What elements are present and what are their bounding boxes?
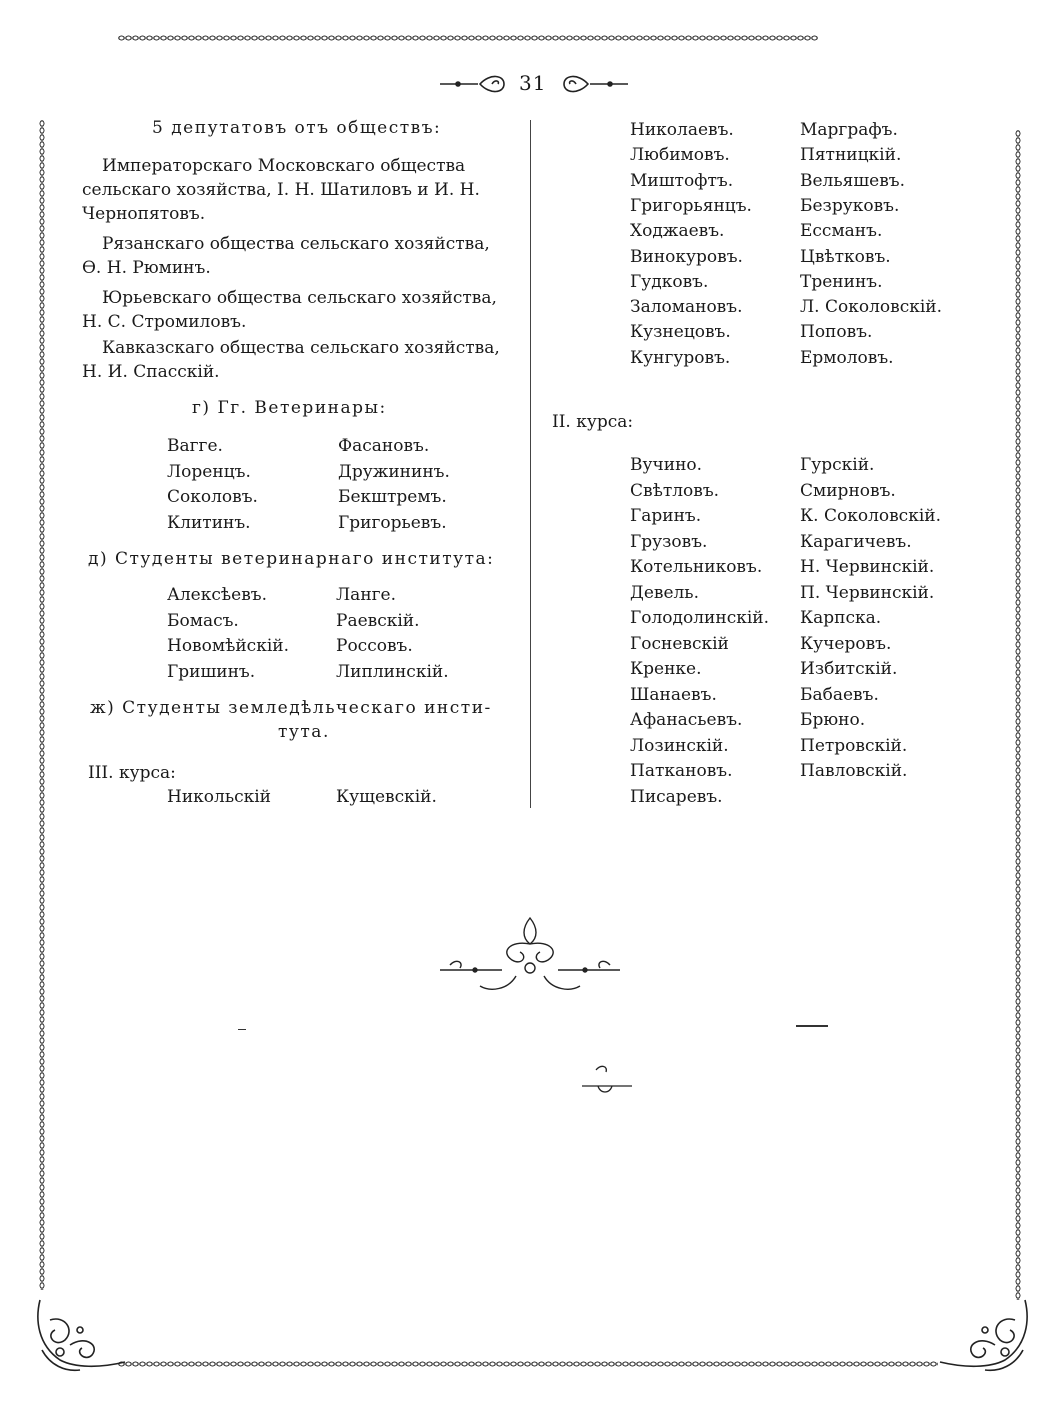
course2-student-name: Петровскій. [800,735,908,756]
course3-student-name: Марграфъ. [800,120,898,140]
course3-student-name: Цвѣтковъ. [800,246,891,267]
course2-student-name: Паткановъ. [630,761,733,781]
course3-student-name: Любимовъ. [630,145,730,166]
course2-student-name: Павловскій. [800,761,908,781]
vet-name: Лоренцъ. [167,462,251,482]
society-4 [82,336,500,384]
small-flourish-icon [576,1060,636,1100]
agri-heading-line-2: тута. [278,722,330,742]
corner-ornament-left [30,1290,130,1380]
course2-student-name: Н. Червинскій. [800,557,935,577]
vet-student-name: Ланге. [336,585,397,605]
society-3 [82,286,497,334]
course2-student-name: Бабаевъ. [800,684,879,705]
society-1-line-2: сельскаго хозяйства, I. Н. Шатиловъ и И. Н. [82,180,480,200]
vet-name: Клитинъ. [167,513,251,533]
course2-student-name: Кучеровъ. [800,633,892,654]
left-chain-border [39,120,45,1290]
society-4-line-2: Н. И. Спасскій. [82,362,220,382]
society-1-word: Императорскаго Московскаго общества [102,156,466,176]
course2-student-name: Лозинскій. [630,735,729,756]
course2-student-name: Шанаевъ. [630,684,717,705]
society-1 [82,154,522,226]
course3-student-name: Винокуровъ. [630,246,743,267]
course2-student-name: Брюно. [800,710,866,730]
vet-student-name: Гришинъ. [167,662,256,682]
vet-student-name: Бомасъ. [167,611,239,631]
course2-student-name: Госневскій [630,633,729,654]
vet-student-name: Новомѣйскій. [167,636,289,656]
course3-student-name: Л. Соколовскій. [800,297,943,318]
course2-student-name: Избитскій. [800,659,898,679]
course3-student-name: Безруковъ. [800,195,900,216]
course3-student-name: Григорьянцъ. [630,195,752,216]
course3-student-name: Поповъ. [800,322,873,343]
course2-student-name: Смирновъ. [800,480,896,501]
course3-student-name: Кузнецовъ. [630,322,731,343]
society-2-line-2: Ѳ. Н. Рюминъ. [82,258,211,278]
vet-name: Соколовъ. [167,487,258,507]
course3-student-name: Кущевскій. [336,787,437,807]
deputies-heading: 5 депутатовъ отъ обществъ: [152,118,442,138]
course2-student-name: Кренке. [630,659,702,679]
course3-student-name: Заломановъ. [630,297,743,318]
course3-student-name: Ермоловъ. [800,347,894,368]
vets-heading: г) Гг. Ветеринары: [192,398,387,418]
society-4-line-1: Кавказскаго общества сельскаго хозяйства, [102,338,500,358]
course3-student-name: Николаевъ. [630,120,734,140]
course3-student-name: Пятницкій. [800,145,902,166]
vet-student-name: Алексѣевъ. [167,585,267,605]
course3-student-name: Кунгуровъ. [630,347,731,368]
bottom-chain-border [118,1361,938,1367]
vet-student-name: Липлинскій. [336,662,449,682]
vignette-ornament [430,910,630,1000]
course2-student-name: Вучино. [630,455,703,475]
course2-student-name: Свѣтловъ. [630,480,720,501]
corner-ornament-right [935,1290,1035,1380]
course2-student-name: Грузовъ. [630,531,708,552]
society-1-line-1 [82,154,522,178]
course2-student-name: Гурскій. [800,455,875,475]
vet-name: Бекштремъ. [338,487,447,507]
course2-student-name: Писаревъ. [630,786,723,807]
course2-student-name: К. Соколовскій. [800,506,941,526]
vet-name: Григорьевъ. [338,513,447,533]
vet-name: Вагге. [167,436,223,456]
right-chain-border [1015,130,1021,1300]
course3-student-name: Ессманъ. [800,221,883,242]
course3-label: III. курса: [88,763,176,783]
vet-student-name: Россовъ. [336,636,413,656]
course2-student-name: Гаринъ. [630,506,702,526]
vet-name: Фасановъ. [338,436,430,456]
society-2-line-1: Рязанскаго общества сельскаго хозяйства, [102,234,490,254]
course2-label: II. курса: [552,412,634,432]
right-flourish-icon [558,73,628,95]
stray-mark [796,1025,828,1027]
society-3-line-2: Н. С. Стромиловъ. [82,312,247,332]
society-1-line-3: Чернопятовъ. [82,204,206,224]
stray-mark [238,1029,246,1030]
course2-student-name: Карпска. [800,608,882,628]
agri-heading-line-1: ж) Студенты земледѣльческаго инсти- [90,698,492,718]
course3-student-name: Миштофтъ. [630,170,734,191]
course3-student-name: Никольскій [167,787,271,807]
course2-student-name: Котельниковъ. [630,557,763,577]
column-divider [530,120,531,808]
course3-student-name: Гудковъ. [630,271,709,292]
course2-student-name: Девель. [630,582,699,603]
course2-student-name: Карагичевъ. [800,531,912,552]
society-3-line-1: Юрьевскаго общества сельскаго хозяйства, [102,288,497,308]
course2-student-name: Голодолинскій. [630,608,770,628]
course2-student-name: П. Червинскій. [800,582,935,603]
course3-student-name: Тренинъ. [800,271,883,292]
vet-name: Дружининъ. [338,462,450,482]
course3-student-name: Вельяшевъ. [800,170,905,191]
society-2 [82,232,490,280]
page-number: 31 [519,71,547,95]
course3-student-name: Ходжаевъ. [630,221,725,242]
left-flourish-icon [440,73,510,95]
vet-students-heading: д) Студенты ветеринарнаго института: [88,549,495,569]
course2-student-name: Афанасьевъ. [630,710,743,730]
vet-student-name: Раевскій. [336,611,420,631]
top-chain-border [118,35,818,41]
